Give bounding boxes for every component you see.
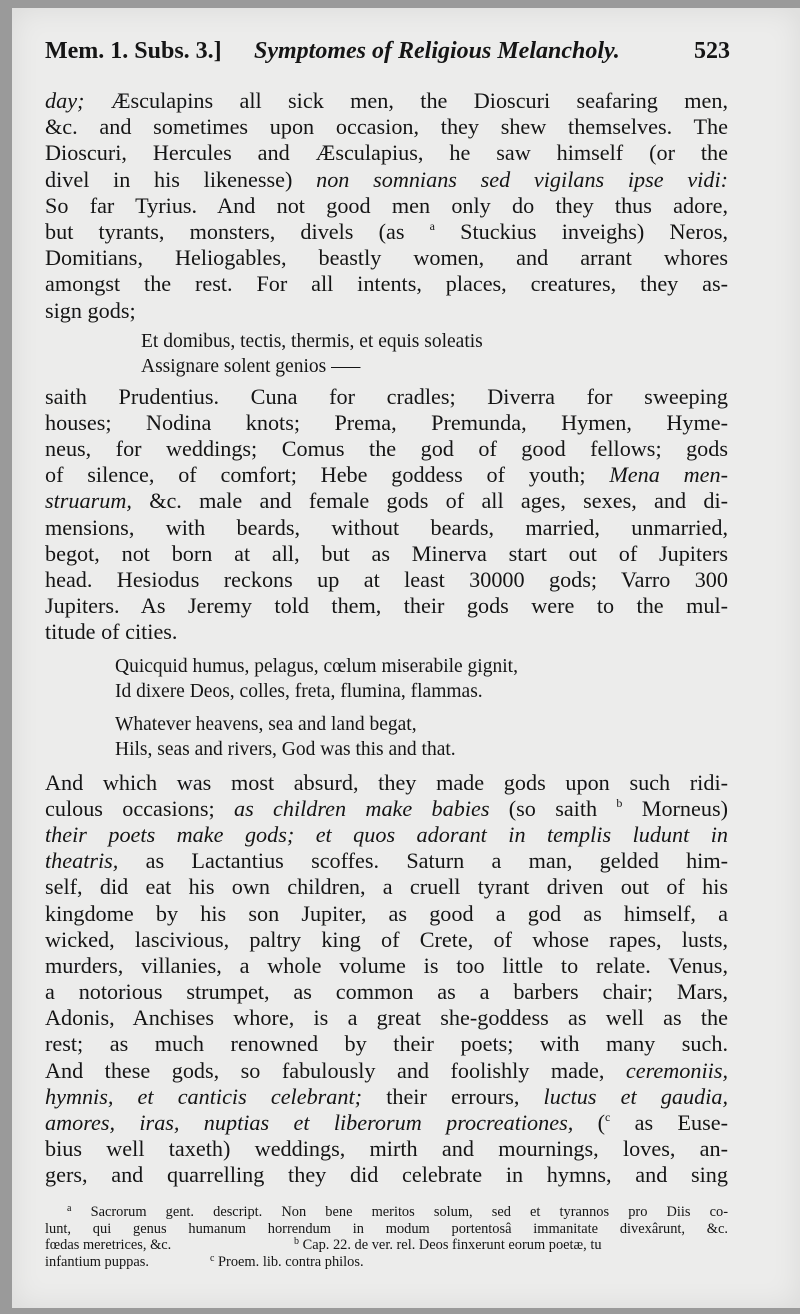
footnote-c: $^c$ Proem. lib. contra philos. <box>210 1252 364 1270</box>
text-line: murders, villanies, a whole volume is too little to relate. Venus, <box>45 952 728 978</box>
footnote-marker: a <box>429 218 435 233</box>
body-text <box>45 88 728 1189</box>
text-line: culous occasions; as children make babies (so saith $^b$ Morneus) <box>45 795 728 821</box>
text-line: rest; as much renowned by their poets; with many such. <box>45 1031 728 1057</box>
footnote-marker: c <box>604 1110 611 1124</box>
text-line: a notorious strumpet, as common as a barbers chair; Mars, <box>45 979 728 1005</box>
text-line: amongst the rest. For all intents, places, creatures, they as- <box>45 271 728 297</box>
text-line: struarum, &c. male and female gods of all ages, sexes, and di- <box>45 488 728 514</box>
text-line: Dioscuri, Hercules and Æsculapius, he saw himself (or the <box>45 140 728 166</box>
text-line: kingdome by his son Jupiter, as good a god as himself, a <box>45 900 728 926</box>
section-reference: Mem. 1. Subs. 3.] <box>45 38 222 64</box>
running-title: Symptomes of Religious Melancholy. <box>254 38 620 64</box>
text-line: neus, for weddings; Comus the god of good fellows; gods <box>45 436 728 462</box>
text-line: amores, iras, nuptias et liberorum procreationes, ($^c$ as Euse- <box>45 1110 728 1135</box>
text-line: head. Hesiodus reckons up at least 30000 gods; Varro 300 <box>45 567 728 592</box>
text-line: day; Æsculapins all sick men, the Dioscuri seafaring men, <box>45 88 728 113</box>
text-line: So far Tyrius. And not good men only do they thus adore, <box>45 192 728 218</box>
text-line: Adonis, Anchises whore, is a great she-goddess as well as the <box>45 1005 728 1031</box>
verse-line: Assignare solent genios —– <box>141 355 361 377</box>
text-line: bius well taxeth) weddings, mirth and mournings, loves, an- <box>45 1136 728 1162</box>
text-line: Jupiters. As Jeremy told them, their gods were to the mul- <box>45 593 728 619</box>
text-line: divel in his likenesse) non somnians sed vigilans ipse vidi: <box>45 166 728 192</box>
footnote-a: $^a$ Sacrorum gent. descript. Non bene meritos solum, sed et tyrannos pro Diis co- <box>67 1203 728 1220</box>
text-line: Domitians, Heliogables, beastly women, and arrant whores <box>45 245 728 271</box>
text-line: &c. and sometimes upon occasion, they shew themselves. The <box>45 114 728 140</box>
footnote-line: lunt, qui genus humanum horrendum in modum portentosâ immanitate divexârunt, &c. <box>45 1220 728 1237</box>
text-line: begot, not born at all, but as Minerva start out of Jupiters <box>45 540 728 566</box>
footnote-marker: b <box>616 795 623 810</box>
text-line: wicked, lascivious, paltry king of Crete, of whose rapes, lusts, <box>45 926 728 952</box>
text-line: saith Prudentius. Cuna for cradles; Diverra for sweeping <box>45 383 728 409</box>
text-line: And these gods, so fabulously and foolishly made, ceremoniis, <box>45 1057 728 1083</box>
text-line: but tyrants, monsters, divels (as $^a$ Stuckius inveighs) Neros, <box>45 218 728 244</box>
text-line: of silence, of comfort; Hebe goddess of youth; Mena men- <box>45 462 728 488</box>
text-line: theatris, as Lactantius scoffes. Saturn a man, gelded him- <box>45 848 728 874</box>
verse-line: Whatever heavens, sea and land begat, <box>115 713 417 735</box>
footnote-b: $^b$ Cap. 22. de ver. rel. Deos finxerunt eorum poetæ, tu <box>294 1236 602 1253</box>
text-line: sign gods; <box>45 297 136 323</box>
verse-line: Hils, seas and rivers, God was this and that. <box>115 738 456 760</box>
text-line: houses; Nodina knots; Prema, Premunda, Hymen, Hyme- <box>45 409 728 435</box>
book-page <box>12 8 800 1308</box>
footnote-line: infantium puppas. $^c$ Proem. lib. contra philos. <box>45 1252 364 1270</box>
verse-line: Id dixere Deos, colles, freta, flumina, flammas. <box>115 680 483 702</box>
text-line: hymnis, et canticis celebrant; their errours, luctus et gaudia, <box>45 1083 729 1109</box>
page-number: 523 <box>694 38 730 64</box>
verse-line: Quicquid humus, pelagus, cœlum miserabile gignit, <box>115 655 518 677</box>
text-line: titude of cities. <box>45 619 178 645</box>
verse-line: Et domibus, tectis, thermis, et equis soleatis <box>141 330 483 352</box>
text-line: And which was most absurd, they made gods upon such ridi- <box>45 769 728 795</box>
text-line: their poets make gods; et quos adorant in templis ludunt in <box>45 821 728 847</box>
text-line: gers, and quarrelling they did celebrate in hymns, and sing <box>45 1162 728 1188</box>
footnotes <box>45 1204 728 1270</box>
text-line: mensions, with beards, without beards, married, unmarried, <box>45 514 728 540</box>
text-line: self, did eat his own children, a cruell tyrant driven out of his <box>45 874 728 900</box>
footnote-line: fœdas meretrices, &c. $^b$ Cap. 22. de ver. rel. Deos finxerunt eorum poetæ, tu <box>45 1236 602 1253</box>
